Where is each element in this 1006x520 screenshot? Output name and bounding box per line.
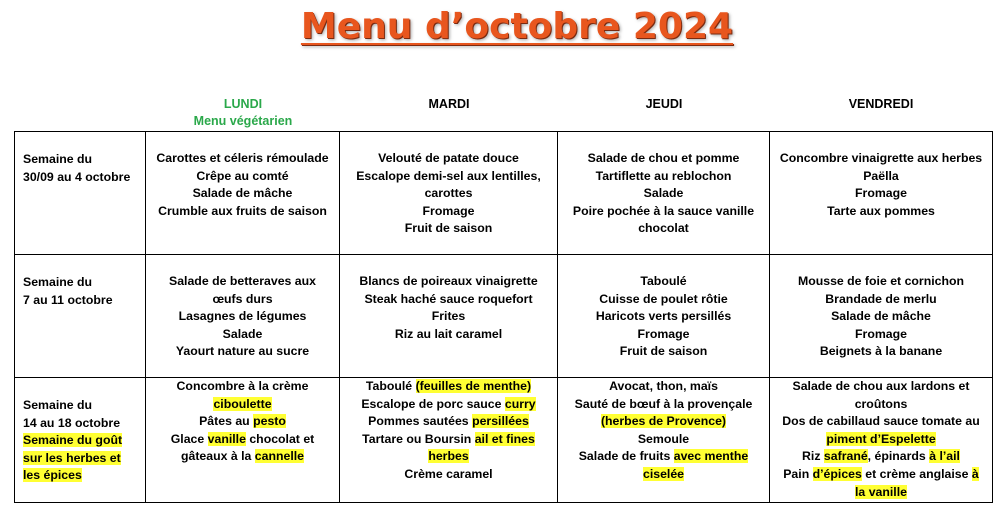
week-label-line: 7 au 11 octobre — [23, 292, 113, 307]
dish-line: Crêpe au comté — [196, 168, 289, 183]
dish-text: Pommes sautées — [368, 414, 473, 429]
dish-line — [146, 396, 339, 414]
dish-line: Fromage — [855, 186, 907, 201]
menu-cell-vendredi-1 — [770, 132, 993, 255]
dish-line — [770, 413, 992, 431]
header-lundi-subtitle: Menu végétarien — [193, 114, 293, 128]
dish-line — [340, 431, 557, 449]
highlighted-text: vanille — [207, 431, 246, 446]
highlighted-text: herbes — [428, 449, 469, 464]
menu-cell-vendredi-3 — [770, 378, 993, 503]
highlighted-text: pesto — [253, 414, 286, 429]
dish-line: Crumble aux fruits de saison — [158, 203, 327, 218]
dish-line — [146, 448, 339, 466]
dish-text: Sauté de bœuf à la provençale — [574, 396, 753, 411]
menu-cell-jeudi-2 — [558, 255, 770, 378]
dish-text: Crème caramel — [404, 466, 493, 481]
highlighted-text: (herbes de Provence) — [600, 414, 727, 429]
dish-line — [770, 378, 992, 396]
dish-text: Taboulé — [365, 379, 416, 393]
dish-line: Frites — [431, 309, 466, 324]
dish-line: Taboulé — [640, 274, 687, 288]
header-mardi: MARDI — [428, 97, 470, 111]
page-title: Menu d’octobre 2024 — [300, 6, 734, 47]
dish-line — [340, 413, 557, 431]
menu-cell-lundi-3 — [146, 378, 340, 503]
dish-line: Blancs de poireaux vinaigrette — [359, 274, 538, 288]
header-vendredi: VENDREDI — [848, 97, 914, 111]
dish-line: Concombre vinaigrette aux herbes — [779, 151, 983, 165]
week-label-1 — [15, 132, 146, 255]
dish-line: Paëlla — [863, 168, 899, 183]
dish-line — [340, 448, 557, 466]
dish-text: Dos de cabillaud sauce tomate au — [782, 414, 980, 429]
dish-line: Salade de betteraves aux — [169, 274, 316, 288]
week-label-line: Semaine du — [23, 275, 93, 289]
dish-line: Fromage — [637, 326, 690, 341]
highlighted-text: avec menthe — [673, 449, 749, 464]
highlighted-text: ciselée — [642, 466, 685, 481]
dish-line — [558, 448, 769, 466]
dish-line: Carottes et céleris rémoulade — [156, 151, 329, 165]
dish-line — [340, 396, 557, 414]
dish-line — [146, 378, 339, 396]
dish-line: Salade de mâche — [831, 309, 931, 324]
dish-line: Lasagnes de légumes — [178, 309, 307, 324]
highlighted-text: Semaine du goût — [23, 433, 123, 448]
highlighted-text: à — [971, 466, 979, 481]
week-theme-line — [23, 450, 145, 468]
dish-line — [770, 431, 992, 449]
highlighted-text: à l’ail — [929, 449, 960, 464]
highlighted-text: les épices — [23, 468, 82, 483]
dish-line: Poire pochée à la sauce vanille — [572, 203, 755, 218]
menu-cell-jeudi-1 — [558, 132, 770, 255]
highlighted-text: persillées — [472, 414, 529, 429]
dish-text: Pâtes au — [199, 414, 254, 429]
dish-text: Salade de fruits — [578, 449, 674, 464]
header-lundi — [146, 96, 340, 130]
menu-cell-jeudi-3 — [558, 378, 770, 503]
dish-text: chocolat et — [245, 431, 315, 446]
dish-line — [558, 378, 769, 396]
menu-cell-lundi-2 — [146, 255, 340, 378]
dish-line: Fromage — [855, 326, 907, 341]
week-row-3 — [15, 378, 993, 503]
highlighted-text: ciboulette — [213, 396, 272, 411]
dish-line: Haricots verts persillés — [595, 309, 732, 324]
menu-cell-mardi-1 — [340, 132, 558, 255]
dish-line: Fromage — [422, 203, 475, 218]
highlighted-text: (feuilles de menthe) — [415, 379, 532, 393]
highlighted-text: sur les herbes et — [23, 450, 121, 465]
week-label-line: 14 au 18 octobre — [23, 415, 121, 430]
dish-line — [558, 466, 769, 484]
week-label-line: Semaine du — [23, 152, 93, 166]
dish-text: Escalope de porc sauce — [361, 396, 505, 411]
dish-text: Semoule — [637, 431, 690, 446]
week-label-line: Semaine du — [23, 398, 93, 412]
header-jeudi: JEUDI — [645, 97, 683, 111]
dish-line — [146, 431, 339, 449]
week-theme-line — [23, 467, 145, 485]
dish-text: Salade de chou aux lardons et — [792, 379, 970, 393]
dish-line — [770, 484, 992, 502]
dish-line: Steak haché sauce roquefort — [364, 291, 533, 306]
dish-text: croûtons — [854, 396, 908, 411]
week-label-line: 30/09 au 4 octobre — [23, 169, 131, 184]
dish-line: Yaourt nature au sucre — [175, 344, 310, 359]
week-theme-line — [23, 432, 145, 450]
dish-line — [558, 413, 769, 431]
dish-line: Salade — [643, 186, 684, 201]
dish-line: carottes — [424, 186, 473, 201]
dish-line: Mousse de foie et cornichon — [797, 274, 965, 288]
dish-text: Tartare ou Boursin — [362, 431, 475, 446]
dish-line — [770, 396, 992, 414]
highlighted-text: piment d’Espelette — [826, 431, 936, 446]
highlighted-text: curry — [504, 396, 536, 411]
dish-line: chocolat — [638, 221, 689, 236]
menu-cell-mardi-3 — [340, 378, 558, 503]
dish-text: Avocat, thon, maïs — [609, 379, 718, 393]
dish-line: Brandade de merlu — [825, 291, 937, 306]
dish-line: Salade de mâche — [192, 186, 293, 201]
week-row-2 — [15, 255, 993, 378]
dish-line: Fruit de saison — [619, 344, 708, 359]
highlighted-text: cannelle — [254, 449, 305, 464]
dish-line: Cuisse de poulet rôtie — [599, 291, 728, 306]
dish-line — [558, 431, 769, 449]
highlighted-text: la vanille — [855, 484, 907, 499]
dish-text: Glace — [170, 431, 208, 446]
dish-line — [340, 378, 557, 396]
week-label-2 — [15, 255, 146, 378]
dish-text: , épinards — [867, 449, 930, 464]
dish-line: Salade de chou et pomme — [587, 151, 740, 165]
dish-text: Pain — [783, 466, 813, 481]
dish-text: et crème anglaise — [861, 466, 972, 481]
dish-line — [146, 413, 339, 431]
dish-line — [770, 466, 992, 484]
menu-cell-lundi-1 — [146, 132, 340, 255]
dish-line — [558, 396, 769, 414]
dish-line: œufs durs — [212, 291, 273, 306]
menu-cell-vendredi-2 — [770, 255, 993, 378]
dish-text: gâteaux à la — [180, 449, 255, 464]
header-lundi-label: LUNDI — [223, 97, 263, 111]
menu-cell-mardi-2 — [340, 255, 558, 378]
highlighted-text: safrané — [823, 449, 868, 464]
highlighted-text: ail et fines — [474, 431, 535, 446]
dish-line: Riz au lait caramel — [394, 326, 503, 341]
dish-line: Escalope demi-sel aux lentilles, — [356, 168, 541, 183]
week-label-3 — [15, 378, 146, 503]
dish-line: Salade — [222, 326, 263, 341]
dish-line: Tarte aux pommes — [827, 203, 935, 218]
dish-line: Velouté de patate douce — [378, 151, 519, 165]
highlighted-text: d’épices — [812, 466, 862, 481]
dish-line: Tartiflette au reblochon — [595, 168, 732, 183]
dish-line — [340, 466, 557, 484]
menu-table — [14, 131, 993, 503]
dish-text: Concombre à la crème — [176, 379, 309, 393]
dish-line: Fruit de saison — [404, 221, 493, 236]
dish-line — [770, 448, 992, 466]
week-row-1 — [15, 132, 993, 255]
dish-text: Riz — [802, 449, 824, 464]
dish-line: Beignets à la banane — [819, 344, 943, 359]
